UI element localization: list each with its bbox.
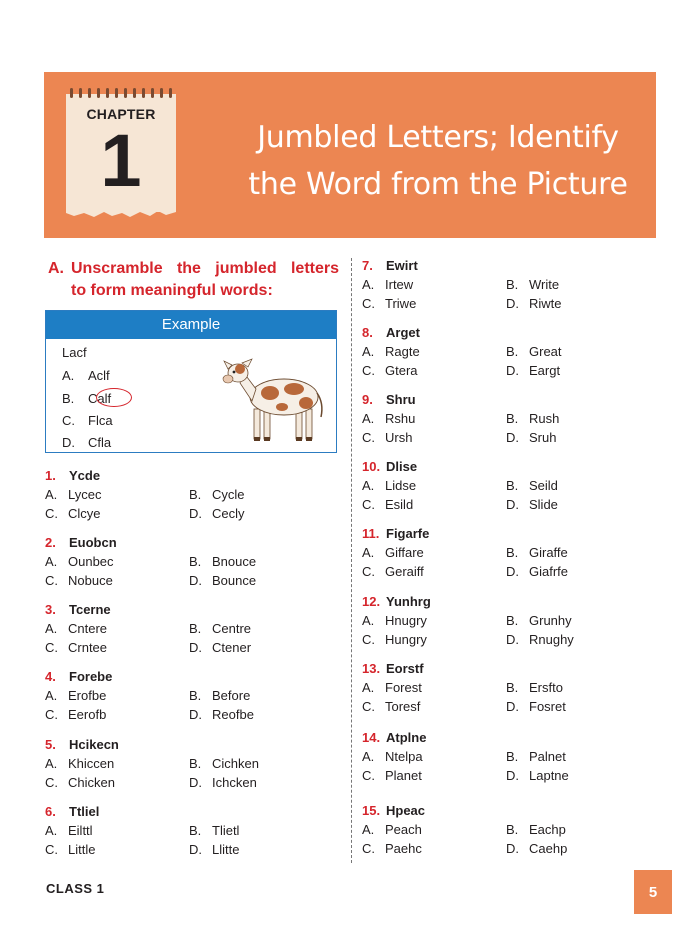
- option-d: D. Sruh: [506, 430, 557, 445]
- question-number: 7.: [362, 258, 373, 273]
- option-c: C. Chicken: [45, 775, 115, 790]
- question-number: 11.: [362, 526, 380, 541]
- option-b: B. Write: [506, 277, 560, 292]
- question-number: 12.: [362, 594, 381, 609]
- option-b: B. Grunhy: [506, 613, 572, 628]
- option-a: A. Lidse: [362, 478, 417, 493]
- option-d: D. Eargt: [506, 363, 561, 378]
- jumbled-word: Eorstf: [386, 661, 424, 676]
- option-c: C. Esild: [362, 497, 414, 512]
- section-instruction-line1: Unscramble the jumbled letters: [71, 260, 339, 277]
- example-option-c: C. Flca: [62, 413, 113, 428]
- question-word: [362, 803, 425, 818]
- chapter-title-line2: the Word from the Picture: [248, 167, 628, 202]
- question-word: [362, 594, 431, 609]
- option-b: B. Tlietl: [189, 823, 240, 838]
- option-d: D. Laptne: [506, 768, 569, 783]
- option-b: B. Seild: [506, 478, 558, 493]
- example-header: Example: [46, 311, 336, 339]
- option-b: B. Rush: [506, 411, 560, 426]
- option-b: B. Giraffe: [506, 545, 568, 560]
- jumbled-word: Hcikecn: [69, 737, 119, 752]
- option-d: D. Ichcken: [189, 775, 257, 790]
- option-d: D. Bounce: [189, 573, 257, 588]
- question-word: [45, 669, 112, 684]
- option-d: D. Slide: [506, 497, 558, 512]
- jumbled-word: Atplne: [386, 730, 427, 745]
- question-word: [362, 325, 420, 340]
- option-a: A. Forest: [362, 680, 422, 695]
- chapter-title-line1: Jumbled Letters; Identify: [257, 120, 619, 155]
- option-c: C. Gtera: [362, 363, 418, 378]
- jumbled-word: Dlise: [386, 459, 418, 474]
- question-number: 5.: [45, 737, 56, 752]
- option-d: D. Rnughy: [506, 632, 574, 647]
- jumbled-word: Forebe: [69, 669, 113, 684]
- option-a: A. Ounbec: [45, 554, 114, 569]
- option-d: D. Caehp: [506, 841, 568, 856]
- option-c: C. Clcye: [45, 506, 101, 521]
- question-word: [45, 804, 99, 819]
- option-c: C. Triwe: [362, 296, 417, 311]
- option-a: A. Peach: [362, 822, 422, 837]
- option-c: C. Nobuce: [45, 573, 113, 588]
- notepad-rings: [70, 88, 172, 98]
- option-b: B. Centre: [189, 621, 252, 636]
- option-c: C. Eerofb: [45, 707, 107, 722]
- option-a: A. Hnugry: [362, 613, 427, 628]
- option-a: A. Giffare: [362, 545, 424, 560]
- option-b: B. Cichken: [189, 756, 259, 771]
- option-c: C. Geraiff: [362, 564, 424, 579]
- option-d: D. Riwte: [506, 296, 562, 311]
- column-divider: [351, 258, 352, 863]
- option-d: D. Giafrfe: [506, 564, 569, 579]
- question-number: 6.: [45, 804, 56, 819]
- option-c: C. Ursh: [362, 430, 413, 445]
- option-a: A. Erofbe: [45, 688, 107, 703]
- section-letter: A.: [48, 260, 64, 277]
- calf-icon: [218, 351, 330, 443]
- option-b: B. Bnouce: [189, 554, 257, 569]
- question-word: [45, 602, 111, 617]
- question-number: 2.: [45, 535, 56, 550]
- jumbled-word: Ewirt: [386, 258, 418, 273]
- question-number: 3.: [45, 602, 56, 617]
- question-number: 4.: [45, 669, 56, 684]
- option-c: C. Paehc: [362, 841, 422, 856]
- jumbled-word: Arget: [386, 325, 420, 340]
- option-c: C. Little: [45, 842, 96, 857]
- question-word: [362, 661, 424, 676]
- question-number: 8.: [362, 325, 373, 340]
- question-number: 15.: [362, 803, 381, 818]
- class-label: CLASS 1: [46, 881, 105, 896]
- question-word: [45, 535, 117, 550]
- option-c: C. Toresf: [362, 699, 421, 714]
- option-a: A. Ntelpa: [362, 749, 423, 764]
- option-a: A. Lycec: [45, 487, 102, 502]
- example-word: Lacf: [62, 345, 87, 360]
- page-number: 5: [634, 870, 672, 914]
- section-instruction-line2: to form meaningful words:: [71, 282, 273, 299]
- example-option-a: A. Aclf: [62, 368, 110, 383]
- option-b: B. Eachp: [506, 822, 566, 837]
- question-number: 13.: [362, 661, 381, 676]
- option-a: A. Cntere: [45, 621, 108, 636]
- option-b: B. Ersfto: [506, 680, 563, 695]
- question-number: 1.: [45, 468, 56, 483]
- example-option-d: D. Cfla: [62, 435, 112, 450]
- jumbled-word: Figarfe: [386, 526, 430, 541]
- answer-circle-icon: [96, 388, 132, 407]
- question-word: [362, 730, 426, 745]
- chapter-title: [244, 114, 632, 208]
- jumbled-word: Tcerne: [69, 602, 111, 617]
- question-word: [45, 468, 100, 483]
- option-d: D. Reofbe: [189, 707, 254, 722]
- jumbled-word: Ycde: [69, 468, 101, 483]
- jumbled-word: Ttliel: [69, 804, 100, 819]
- option-a: A. Eilttl: [45, 823, 93, 838]
- jumbled-word: Euobcn: [69, 535, 117, 550]
- option-a: A. Rshu: [362, 411, 416, 426]
- chapter-number: 1: [100, 119, 142, 202]
- question-number: 9.: [362, 392, 373, 407]
- option-b: B. Before: [189, 688, 251, 703]
- example-box: [45, 310, 337, 453]
- question-word: [362, 459, 417, 474]
- option-b: B. Great: [506, 344, 562, 359]
- option-a: A. Khiccen: [45, 756, 115, 771]
- option-c: C. Hungry: [362, 632, 427, 647]
- torn-edge-icon: [66, 206, 176, 220]
- option-d: D. Llitte: [189, 842, 240, 857]
- example-option-b: B. Calf: [62, 391, 111, 406]
- jumbled-word: Hpeac: [386, 803, 426, 818]
- option-a: A. Ragte: [362, 344, 420, 359]
- option-d: D. Ctener: [189, 640, 252, 655]
- question-number: 14.: [362, 730, 381, 745]
- chapter-banner: [44, 72, 656, 238]
- option-c: C. Planet: [362, 768, 422, 783]
- question-number: 10.: [362, 459, 381, 474]
- option-c: C. Crntee: [45, 640, 108, 655]
- option-d: D. Cecly: [189, 506, 245, 521]
- jumbled-word: Yunhrg: [386, 594, 431, 609]
- option-d: D. Fosret: [506, 699, 566, 714]
- chapter-label: CHAPTER: [86, 106, 156, 122]
- question-word: [362, 392, 416, 407]
- question-word: [362, 526, 429, 541]
- question-word: [45, 737, 119, 752]
- option-b: B. Cycle: [189, 487, 245, 502]
- jumbled-word: Shru: [386, 392, 416, 407]
- question-word: [362, 258, 418, 273]
- option-b: B. Palnet: [506, 749, 566, 764]
- chapter-notepad: [66, 88, 176, 220]
- option-a: A. Irtew: [362, 277, 414, 292]
